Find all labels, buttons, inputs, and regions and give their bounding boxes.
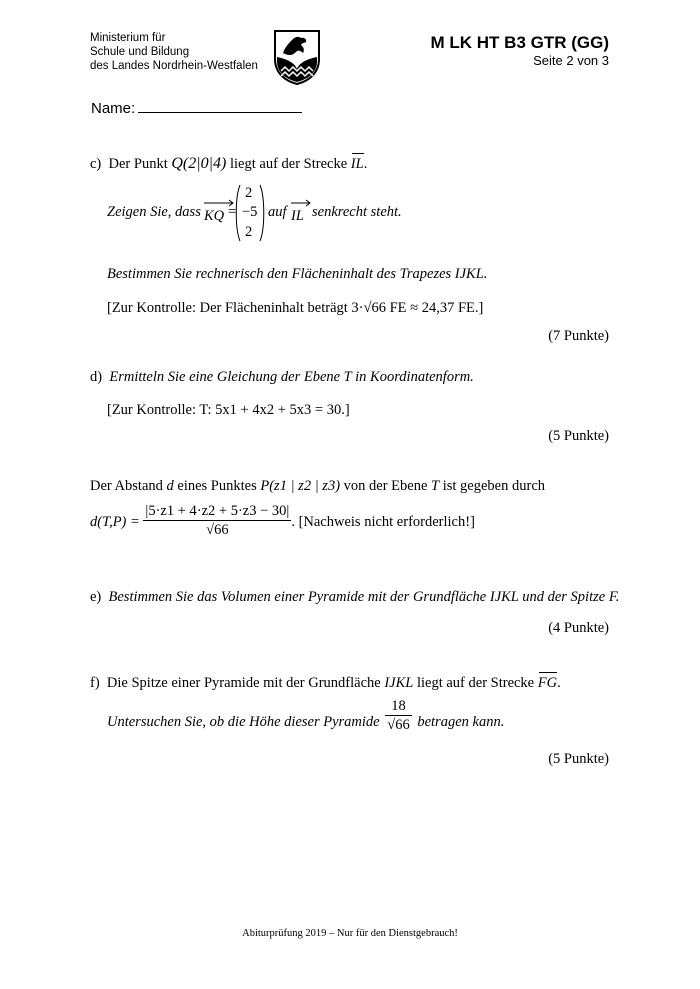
distance-info [90,477,545,495]
vector-component-1: 2 [245,185,253,201]
exam-code: M LK HT B3 GTR (GG) [430,33,609,52]
vector-component-3: 2 [245,224,253,240]
task-d-control [107,401,350,419]
page-footer: Abiturprüfung 2019 – Nur für den Dienstgebrauch! [242,928,458,939]
task-d [90,368,474,386]
task-c-area: Bestimmen Sie rechnerisch den Flächeninhalt des Trapezes IJKL. [107,266,488,282]
task-c-points: (7 Punkte) [548,328,609,344]
segment-fg: FG [538,671,557,692]
task-f-question-end: betragen kann. [417,713,505,730]
task-c-intro [90,152,367,173]
vector-il [291,203,304,225]
name-line[interactable] [138,98,302,113]
height-fraction [385,697,411,734]
task-e-points: (4 Punkte) [548,620,609,636]
ministry-line-1: Ministerium für [90,32,166,44]
task-f-question-text: Untersuchen Sie, ob die Höhe dieser Pyramide [107,713,380,730]
task-e-text: Bestimmen Sie das Volumen einer Pyramide mit der Grundfläche IJKL und der Spitze F. [108,589,620,605]
t-symbol: T [431,478,440,494]
control-end: .] [341,402,350,418]
task-d-text: Ermitteln Sie eine Gleichung der Ebene T in Koordinatenform. [109,369,474,385]
distance-formula [90,503,475,539]
ministry-name [90,31,258,73]
task-c-show-mid: auf [268,204,287,220]
task-c-show-pre: Zeigen Sie, dass [107,204,201,220]
ministry-line-2: Schule und Bildung [90,46,190,58]
control-area-value: 3·√66 FE ≈ 24,37 FE [351,300,475,316]
point-p: P(z1 | z2 | z3) [260,478,341,494]
page-indicator: Seite 2 von 3 [533,53,609,68]
task-f-letter: f) [90,675,100,691]
name-label: Name: [91,100,136,117]
d-symbol: d [166,478,174,494]
task-c-intro-text: Der Punkt [108,156,168,172]
task-f-base: IJKL [384,675,414,691]
formula-lhs: d(T,P) = [90,513,140,530]
nrw-coat-of-arms-logo [273,29,321,85]
task-c-control [107,299,483,317]
task-c-letter: c) [90,156,102,172]
task-e [90,588,619,606]
control-end: .] [474,300,484,316]
task-f-text-2: liegt auf der Strecke [416,675,535,691]
task-f [90,671,561,692]
point-q: Q(2|0|4) [171,155,227,172]
height-numerator: 18 [391,698,406,714]
period: . [557,675,561,691]
vector-il-name: IL [291,208,304,224]
period: . [363,156,368,172]
info-text-4: ist gegeben durch [442,478,546,494]
formula-numerator: |5·z1 + 4·z2 + 5·z3 − 30| [145,503,290,519]
task-c-show-post: senkrecht steht. [312,204,402,220]
vector-kq-name: KQ [204,208,225,224]
formula-denominator: √66 [143,520,291,539]
task-e-letter: e) [90,589,102,605]
vector-kq [204,203,224,225]
segment-il: IL [351,152,364,173]
formula-fraction [143,502,291,539]
task-c-intro-text-2: liegt auf der Strecke [230,156,348,172]
info-text-3: von der Ebene [343,478,428,494]
control-text: [Zur Kontrolle: Der Flächeninhalt beträgt [107,300,348,316]
task-f-points: (5 Punkte) [548,751,609,767]
vector-component-2: −5 [242,204,258,220]
task-d-points: (5 Punkte) [548,428,609,444]
height-denominator: √66 [387,717,410,733]
task-f-question [107,698,505,734]
control-plane-equation: T: 5x1 + 4x2 + 5x3 = 30 [199,402,342,418]
vector-kq-label [204,203,224,225]
column-vector [233,183,267,243]
exam-header [431,33,609,68]
task-f-text: Die Spitze einer Pyramide mit der Grundfläche [106,675,381,691]
vector-arrow-icon [291,199,311,207]
info-text-2: eines Punktes [177,478,257,494]
equals-sign: = [228,204,237,220]
formula-note: . [Nachweis nicht erforderlich!] [291,513,475,530]
name-field [91,98,302,117]
control-text: [Zur Kontrolle: [107,402,196,418]
vector-il-label [291,203,304,225]
info-text: Der Abstand [90,478,163,494]
ministry-line-3: des Landes Nordrhein-Westfalen [90,60,258,72]
task-d-letter: d) [90,369,103,385]
